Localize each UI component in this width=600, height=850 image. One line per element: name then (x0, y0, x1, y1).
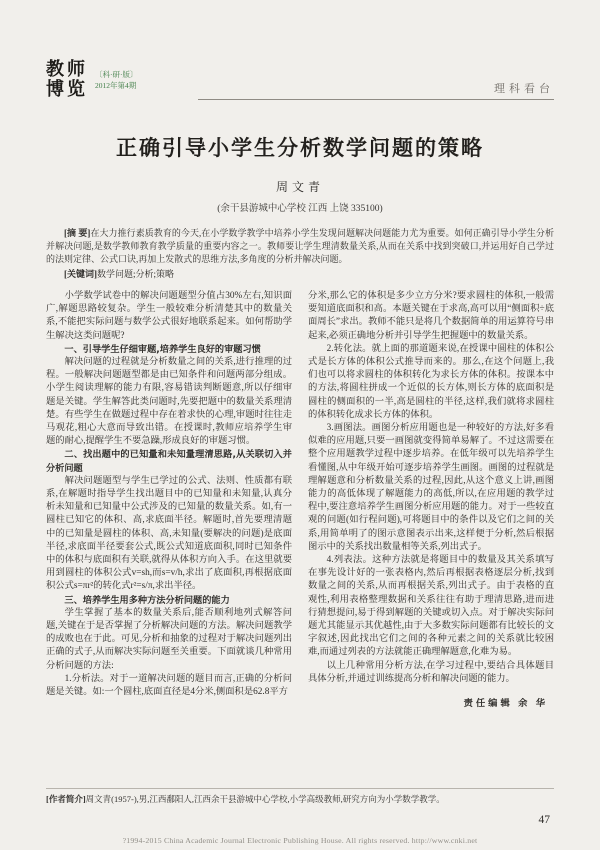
body-paragraph: 2.转化法。就上面的那道题来说,在授课中圆柱的体积公式是长方体的体积公式推导而来的。那么,在这个问题上,我们也可以将求圆柱的体积转化为求长方体的体积。按课本中的方法,将圆柱拼成一个近似的长方体,则长方体的底面积是圆柱的侧面积的一半,高是圆柱的半径,这样,我们就将求圆柱的体积转化成求长方体的体积。 (308, 343, 554, 420)
abstract-text: 在大力推行素质教育的今天,在小学数学教学中培养小学生发现问题解决问题能力尤为重要。如何正确引导小学生分析并解决问题,是数学教师教育教学质量的重要内容之一。教师要让学生理清数量关系,从而在关系中找到突破口,并运用好自己学过的法则定律、公式口诀,再加上发散式的思维方法,多角度的分析并解决问题。 (46, 228, 554, 264)
body-paragraph: 分米,那么它的体积是多少立方分米?要求圆柱的体积,一般需要知道底面积和高。本题关键在于求高,高可以用“侧面积÷底面周长”求出。教师不能只是将几个数据简单的用运算符号串起来,必须正确地分析并引导学生把握题中的数量关系。 (308, 291, 554, 341)
keywords (46, 268, 554, 281)
article-body (46, 290, 554, 752)
editor-credit: 责任编辑 余 华 (463, 699, 548, 710)
keywords-label: [关键词] (64, 269, 97, 279)
section-heading-3: 三、培养学生用多种方法分析问题的能力 (64, 594, 230, 606)
article-title: 正确引导小学生分析数学问题的策略 (116, 136, 484, 160)
body-paragraph: 小学数学试卷中的解决问题题型分值占30%左右,知识面广,解题思路较复杂。学生一般较难分析清楚其中的数量关系,不能把实际问题与数学公式很好地联系起来。如何帮助学生解决这类问题呢? (46, 291, 292, 341)
body-paragraph: 解决问题题型与学生已学过的公式、法则、性质都有联系,在解题时指导学生找出题目中的已知量和未知量,认真分析未知量和已知量中公式涉及的已知量的数量关系。如,有一圆柱已知它的体积、高,求底面半径。解题时,首先要理清题中的已知量是圆柱的体积、高,未知量(要解决的问题)是底面半径,求底面半径要套公式,既公式知道底面积,同时已知条件中的体积与底面积有关联,就得从体积方向入手。在这里就要用到圆柱的体积公式v=sh,而s=v/h,求出了底面积,再根据底面积公式s=πr²的转化式r²=s/π,求出半径。 (46, 475, 292, 592)
column-right (308, 290, 554, 752)
edition-label: 〔科·研·版〕 (95, 70, 138, 79)
author-bio (46, 788, 554, 805)
body-paragraph: 4.列表法。这种方法就是将题目中的数量及其关系填写在事先设计好的一张表格内,然后再根据表格逐层分析,找到数量之间的关系,从而再根据关系,列出式子。由于表格的直观性,利用表格整理数据和关系往往有助于理清思路,进而进行猜想提问,易于得到解题的关键或切入点。对于解决实际问题尤其能显示其优越性,由于大多数实际问题都有比较长的文字叙述,因此找出它们之间的各种元素之间的关系就比较困难,而通过列表的方法就能正确理解题意,化难为易。 (308, 555, 554, 658)
body-paragraph: 3.画图法。画图分析应用题也是一种较好的方法,好多看似难的应用题,只要一画图就变得简单易解了。不过这需要在整个应用题教学过程中逐步培养。在低年级可以先培养学生看懂图,从中年级开始可逐步培养学生画图。画图的过程就是理解题意和分析数量关系的过程,因此,从这个意义上讲,画图能力的高低体现了解题能力的高低,所以,在应用题的教学过程中,要注意培养学生画图分析应用题的能力。对于一些较直观的问题(如行程问题),可将题目中的条件以及它们之间的关系,用简单明了的图示意图表示出来,这样便于分析,然后根据图示中的关系找出数量相等关系,列出式子。 (308, 423, 554, 552)
page-number: 47 (538, 814, 550, 826)
section-label: 理科看台 (494, 83, 554, 95)
abstract (46, 227, 554, 266)
body-paragraph: 以上几种常用分析方法,在学习过程中,要结合具体题目具体分析,并通过训练提高分析和解决问题的能力。 (308, 660, 554, 684)
body-paragraph: 学生掌握了基本的数量关系后,能否顺利地列式解答问题,关键在于是否掌握了分析解决问题的方法。解决问题教学的成败也在于此。可见,分析和抽象的过程对于解决问题列出正确的式子,从而解决实际问题至关重要。下面就谈几种常用分析问题的方法: (46, 607, 292, 671)
issue-label: 2012年第4期 (95, 81, 137, 90)
body-paragraph: 1.分析法。对于一道解决问题的题目而言,正确的分析问题是关键。如:一个圆柱,底面直径是4分米,侧面积是62.8平方 (46, 673, 292, 698)
journal-logo-meta (95, 69, 138, 91)
author-name: 周文青 (275, 180, 324, 194)
copyright-notice: ?1994-2015 China Academic Journal Electronic Publishing House. All rights reserved. http://www.cnki.net (122, 836, 478, 845)
column-left (46, 290, 292, 752)
page-header (46, 46, 554, 100)
affiliation: (余干县游城中心学校 江西 上饶 335100) (217, 204, 383, 214)
journal-logo-text (46, 60, 88, 100)
abstract-label: [摘 要] (64, 228, 91, 238)
journal-logo-line1: 教师 (46, 59, 88, 80)
author-bio-label: [作者简介] (46, 794, 86, 804)
journal-logo (46, 60, 198, 100)
keywords-text: 数学问题;分析;策略 (97, 269, 175, 279)
section-heading-1: 一、引导学生仔细审题,培养学生良好的审题习惯 (64, 343, 261, 355)
body-paragraph: 解决问题的过程就是分析数量之间的关系,进行推理的过程。一般解决问题题型都是由已知条件和问题两部分组成。小学生阅读理解的能力有限,容易错读判断题意,所以仔细审题是关键。学生解答此类问题时,先要把题中的数量关系理清楚。有些学生在做题过程中存在着求快的心理,审题时往往走马观花,粗心大意而导致出错。在授课时,教师应培养学生审题的耐心,提醒学生不要急躁,形成良好的审题习惯。 (46, 357, 292, 447)
section-heading-2: 二、找出题中的已知量和未知量理清思路,从关联切入并分析问题 (46, 449, 292, 474)
header-rule (198, 46, 554, 100)
author-bio-text: 周文青(1957-),男,江西鄱阳人,江西余干县游城中心学校,小学高级教师,研究方向为小学数学教学。 (85, 794, 445, 804)
journal-logo-line2: 博览 (46, 79, 88, 100)
